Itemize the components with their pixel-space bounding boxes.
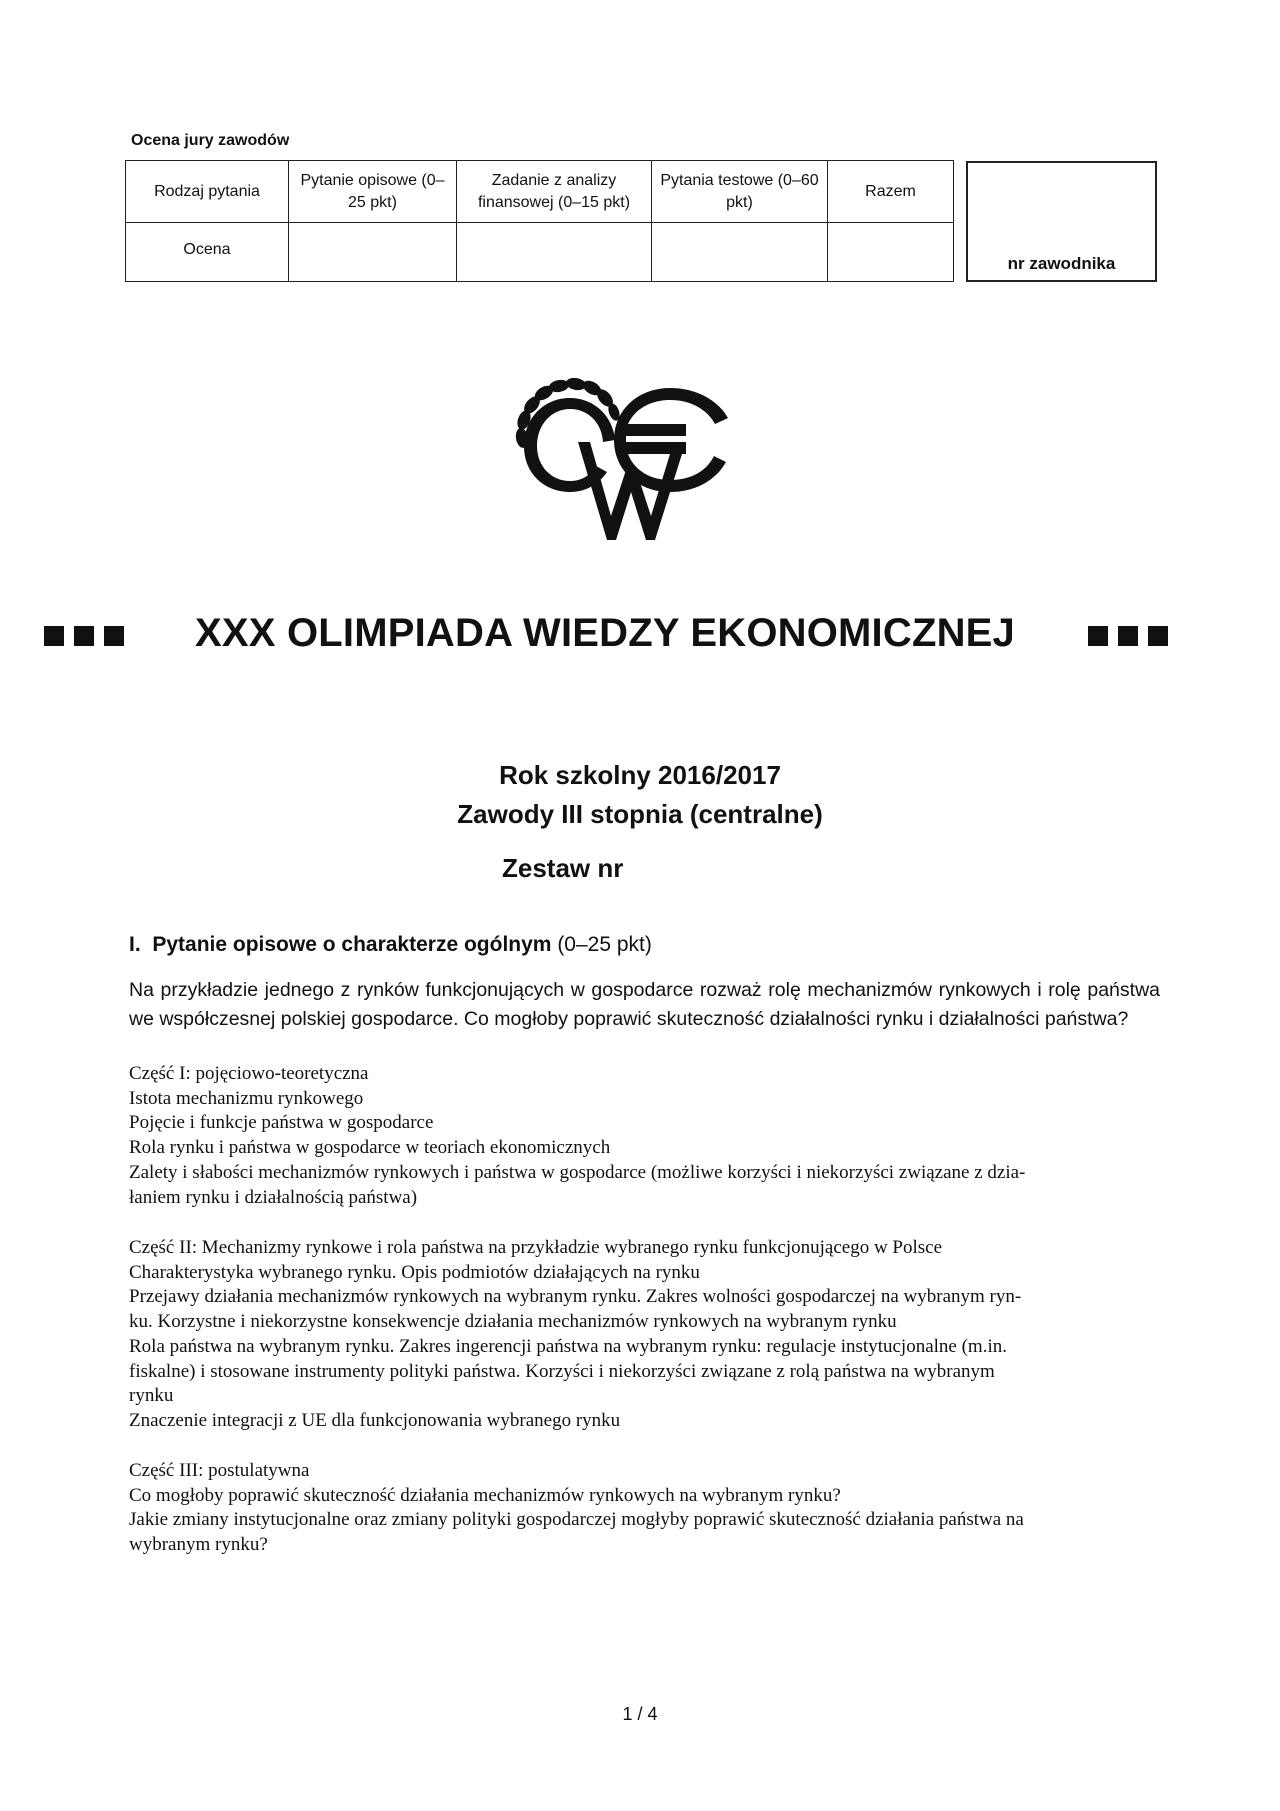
jury-grade-table (125, 160, 954, 282)
table-header-cell: Pytanie opisowe (0–25 pkt) (289, 161, 457, 223)
question-intro: Na przykładzie jednego z rynków funkcjonujących w gospodarce rozważ rolę mechanizmów rynkowych i rolę państwa we współczesnej polskiej gospodarce. Co mogłoby poprawić skuteczność działalności rynku i działalności państwa? (129, 979, 1160, 1030)
part-heading: Część II: Mechanizmy rynkowe i rola państwa na przykładzie wybranego rynku funkcjonującego w Polsce (129, 1237, 943, 1258)
list-item: Jakie zmiany instytucjonalne oraz zmiany polityki gospodarczej mogłyby poprawić skuteczność działania państwa na (129, 1509, 1024, 1531)
list-item: Zalety i słabości mechanizmów rynkowych i państwa w gospodarce (możliwe korzyści i niekorzyści związane z dzia- (129, 1161, 1026, 1183)
part-2-block (129, 1236, 1160, 1434)
table-header-cell: Razem (828, 161, 954, 223)
list-item: Rola państwa na wybranym rynku. Zakres ingerencji państwa na wybranym rynku: regulacje instytucjonalne (m.in. (129, 1335, 1007, 1357)
table-header-row (126, 161, 954, 223)
owe-logo-icon (510, 378, 735, 544)
list-item: rynku (129, 1385, 174, 1407)
title-decoration-left (44, 626, 124, 646)
part-heading: Część I: pojęciowo-teoretyczna (129, 1063, 369, 1084)
list-item: Charakterystyka wybranego rynku. Opis podmiotów działających na rynku (129, 1261, 700, 1283)
grade-cell (457, 223, 652, 282)
list-item: Rola rynku i państwa w gospodarce w teoriach ekonomicznych (129, 1137, 611, 1159)
square-icon (104, 626, 124, 646)
page-number: 1 / 4 (622, 1704, 658, 1724)
part-1-block (129, 1062, 1160, 1210)
part-heading: Część III: postulatywna (129, 1460, 310, 1481)
list-item: Znaczenie integracji z UE dla funkcjonowania wybranego rynku (129, 1409, 621, 1431)
grade-cell (828, 223, 954, 282)
square-icon (1088, 626, 1108, 646)
competitor-number-box (966, 161, 1157, 282)
list-item: fiskalne) i stosowane instrumenty polityki państwa. Korzyści i niekorzyści związane z rolą państwa na wybranym (129, 1360, 995, 1382)
square-icon (74, 626, 94, 646)
list-item: Pojęcie i funkcje państwa w gospodarce (129, 1112, 434, 1134)
section-points: (0–25 pkt) (557, 933, 652, 956)
school-year: Rok szkolny 2016/2017 (499, 760, 781, 790)
grade-cell (652, 223, 828, 282)
list-item: ku. Korzystne i niekorzystne konsekwencje działania mechanizmów rynkowych na wybranym rynku (129, 1311, 897, 1333)
square-icon (1148, 626, 1168, 646)
table-header-cell: Zadanie z analizy finansowej (0–15 pkt) (457, 161, 652, 223)
list-item: Co mogłoby poprawić skuteczność działania mechanizmów rynkowych na wybranym rynku? (129, 1484, 841, 1506)
list-item: łaniem rynku i działalnością państwa) (129, 1186, 418, 1208)
section-number: I. (129, 933, 141, 956)
table-header-cell: Pytania testowe (0–60 pkt) (652, 161, 828, 223)
section-title: Pytanie opisowe o charakterze ogólnym (152, 933, 552, 956)
grade-cell (289, 223, 457, 282)
table-header-cell: Rodzaj pytania (126, 161, 289, 223)
set-number-label: Zestaw nr (502, 853, 624, 883)
page-title: XXX OLIMPIADA WIEDZY EKONOMICZNEJ (195, 611, 1015, 655)
table-row (126, 223, 954, 282)
competition-stage: Zawody III stopnia (centralne) (457, 799, 823, 829)
square-icon (44, 626, 64, 646)
list-item: Istota mechanizmu rynkowego (129, 1087, 364, 1109)
square-icon (1118, 626, 1138, 646)
table-row-label: Ocena (126, 223, 289, 282)
competitor-number-label: nr zawodnika (1007, 254, 1116, 273)
list-item: wybranym rynku? (129, 1534, 268, 1556)
jury-label: Ocena jury zawodów (131, 132, 290, 149)
title-decoration-right (1088, 626, 1168, 646)
part-3-block (129, 1459, 1160, 1558)
list-item: Przejawy działania mechanizmów rynkowych na wybranym rynku. Zakres wolności gospodarczej na wybranym ryn- (129, 1286, 1022, 1308)
section-heading (129, 933, 652, 957)
